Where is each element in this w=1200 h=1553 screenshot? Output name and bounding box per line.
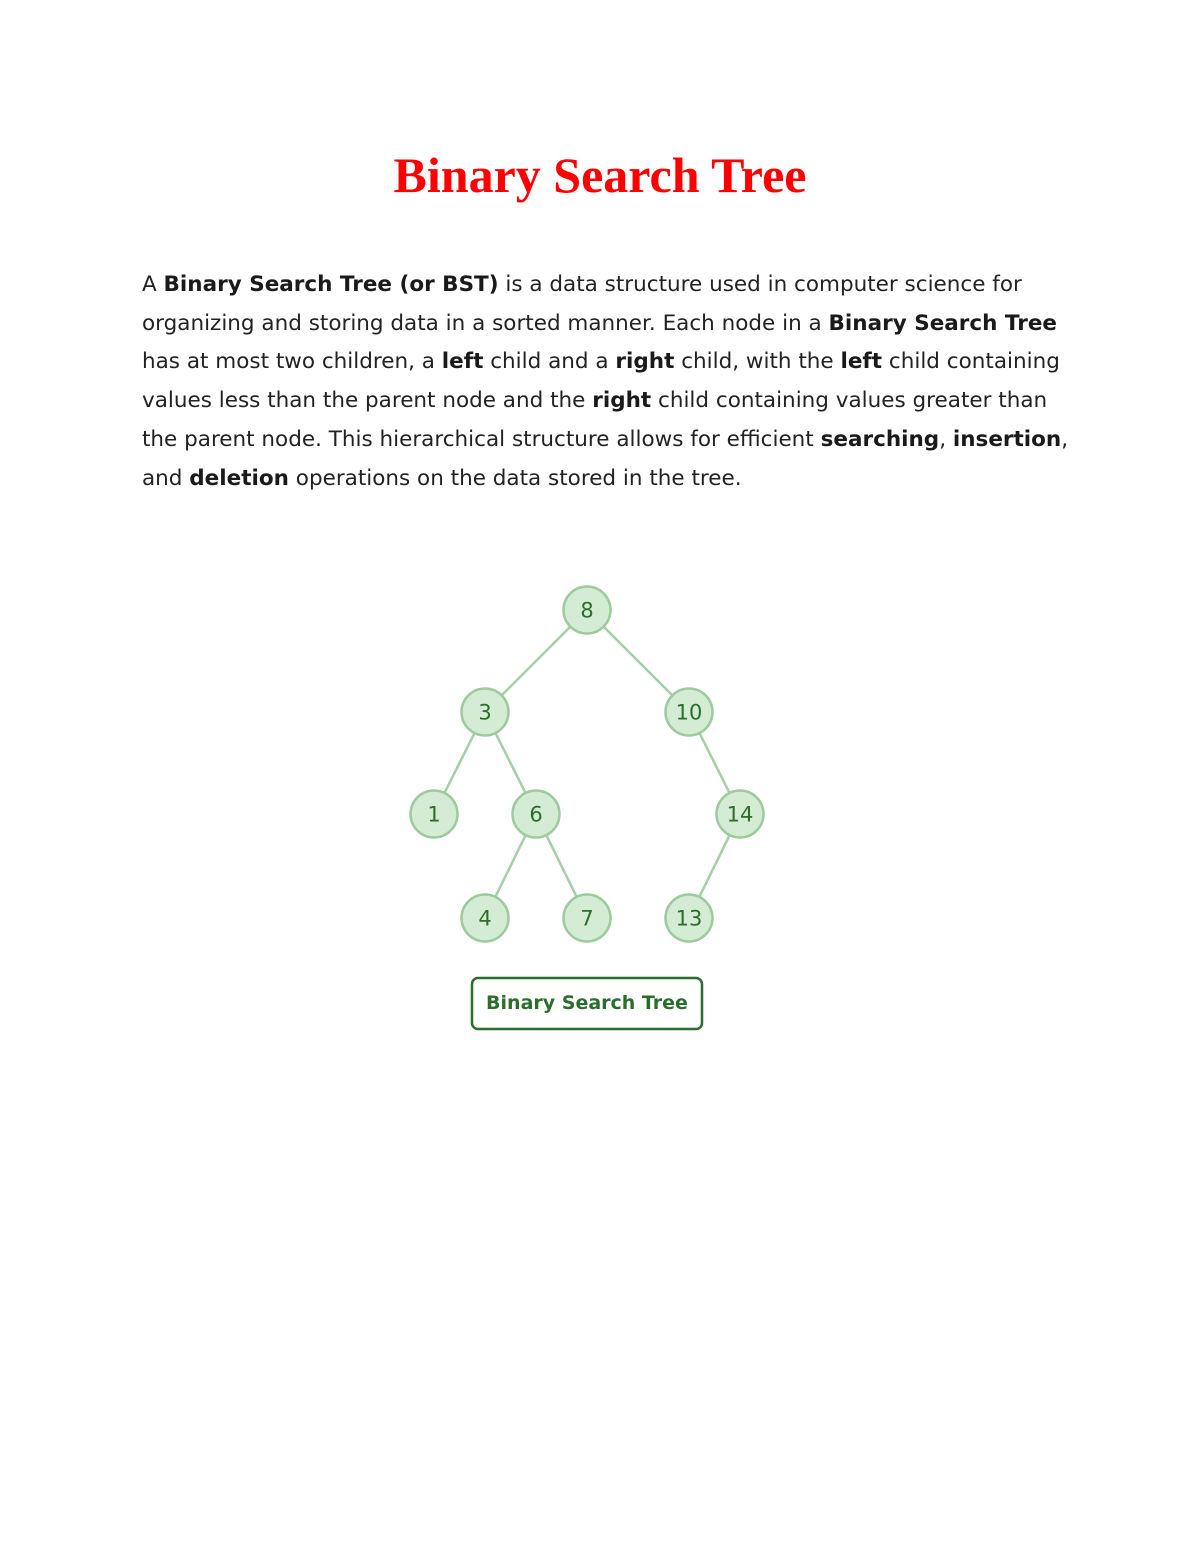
intro-paragraph bbox=[142, 266, 1077, 498]
intro-bold: left bbox=[840, 349, 883, 375]
node-label: 14 bbox=[726, 802, 754, 827]
intro-bold: Binary Search Tree bbox=[828, 310, 1058, 336]
intro-text: child and a bbox=[483, 349, 616, 375]
tree-node bbox=[513, 791, 560, 838]
tree-node bbox=[564, 587, 611, 634]
tree-edge bbox=[496, 733, 526, 793]
node-label: 8 bbox=[580, 598, 594, 623]
intro-text: has at most two children, a bbox=[142, 349, 442, 375]
bst-diagram-svg bbox=[380, 570, 800, 1050]
intro-text: is a data structure used in computer science for organizing and storing data in a sorted manner. Each node in a bbox=[142, 272, 1022, 336]
intro-text: operations on the data stored in the tree. bbox=[288, 465, 742, 491]
node-label: 13 bbox=[675, 906, 703, 931]
tree-edge bbox=[604, 627, 673, 696]
tree-edges bbox=[445, 627, 730, 897]
node-label: 3 bbox=[478, 700, 492, 725]
intro-text: child containing values less than the parent node and the bbox=[142, 349, 1060, 414]
intro-bold: searching bbox=[820, 426, 940, 452]
node-label: 7 bbox=[580, 906, 594, 931]
intro-text: , bbox=[939, 426, 953, 452]
bst-diagram bbox=[380, 570, 800, 1050]
tree-node bbox=[462, 689, 509, 736]
tree-edge bbox=[699, 835, 729, 897]
tree-edge bbox=[502, 627, 571, 696]
caption-label: Binary Search Tree bbox=[486, 992, 688, 1014]
tree-node bbox=[666, 895, 713, 942]
tree-node bbox=[411, 791, 458, 838]
tree-node bbox=[564, 895, 611, 942]
node-label: 4 bbox=[478, 906, 492, 931]
intro-text: A bbox=[142, 272, 164, 297]
intro-bold: insertion bbox=[952, 426, 1062, 452]
tree-edge bbox=[445, 733, 475, 793]
intro-bold: deletion bbox=[189, 465, 289, 491]
node-label: 10 bbox=[675, 700, 703, 725]
tree-node bbox=[462, 895, 509, 942]
intro-text: child, with the bbox=[674, 349, 841, 375]
page-title: Binary Search Tree bbox=[393, 147, 807, 203]
intro-text: , and bbox=[142, 426, 1069, 491]
tree-node bbox=[666, 689, 713, 736]
tree-edge bbox=[546, 835, 576, 897]
intro-text: child containing values greater than the parent node. This hierarchical structure allows for efficient bbox=[142, 388, 1048, 452]
intro-bold: Binary Search Tree (or BST) bbox=[163, 272, 499, 297]
node-label: 1 bbox=[427, 802, 441, 827]
diagram-caption bbox=[472, 978, 702, 1029]
intro-bold: left bbox=[441, 349, 484, 375]
node-label: 6 bbox=[529, 802, 543, 827]
intro-bold: right bbox=[615, 349, 675, 375]
tree-edge bbox=[495, 835, 525, 897]
intro-bold: right bbox=[592, 388, 652, 414]
tree-edge bbox=[700, 733, 730, 793]
tree-node bbox=[717, 791, 764, 838]
